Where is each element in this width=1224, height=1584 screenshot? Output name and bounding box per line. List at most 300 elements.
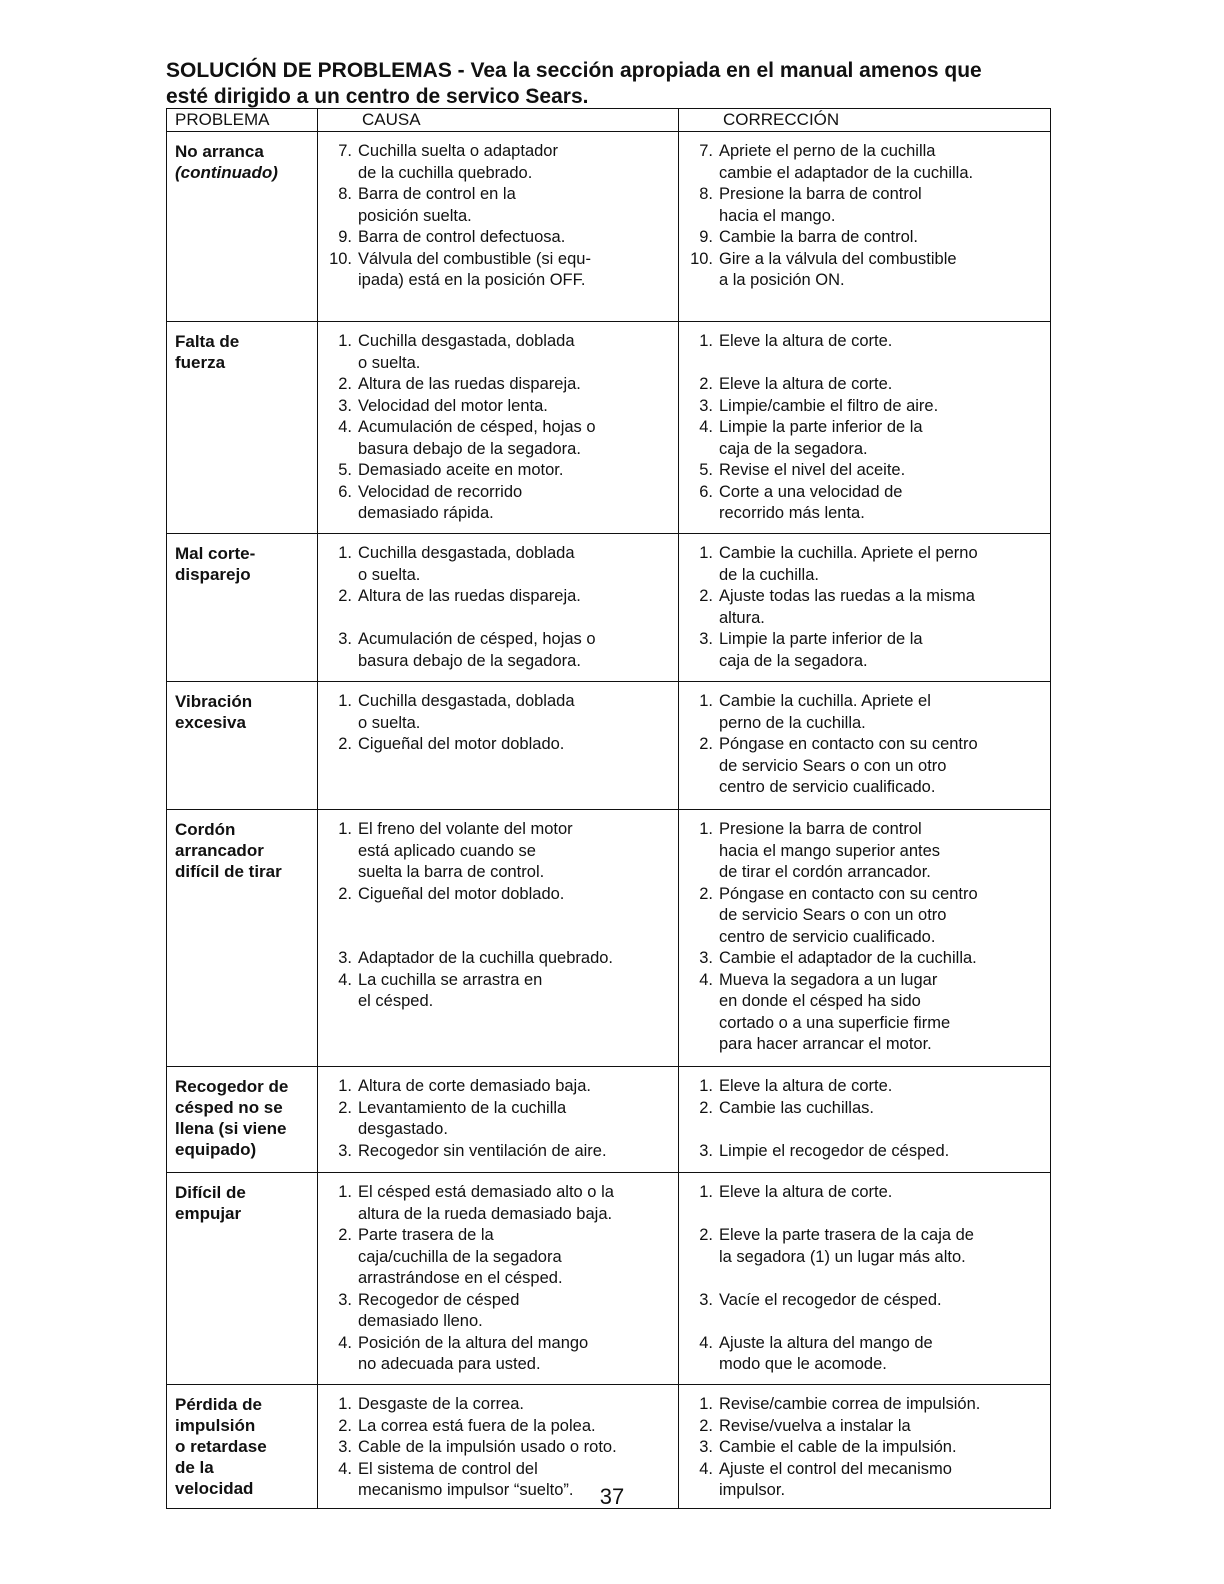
problem-line: velocidad (175, 1479, 254, 1498)
item-line: El freno del volante del motor (358, 820, 573, 838)
table-row (167, 810, 1051, 1067)
item-number: 2. (699, 1098, 713, 1117)
item-line: perno de la cuchilla. (719, 713, 866, 732)
item-number: 4. (338, 1333, 352, 1352)
table-row (167, 682, 1051, 810)
item-line: Desgaste de la correa. (358, 1395, 525, 1413)
item-number: 7. (338, 142, 352, 160)
item-text (358, 586, 672, 629)
cause-item (324, 1141, 672, 1163)
item-number: 5. (338, 461, 352, 479)
item-number: 6. (338, 482, 352, 501)
cause-item (324, 1076, 672, 1098)
item-number: 2. (338, 1226, 352, 1244)
header-correction: CORRECCIÓN (679, 109, 1051, 132)
problem-line: o retardase (175, 1437, 267, 1456)
item-line: Mueva la segadora a un lugar (719, 970, 938, 989)
item-line: Eleve la altura de corte. (719, 1077, 893, 1095)
item-number: 2. (699, 1226, 713, 1244)
item-line: Velocidad de recorrido (358, 482, 523, 501)
problem-cell (167, 322, 318, 534)
correction-item (685, 1141, 1044, 1163)
item-line: caja/cuchilla de la segadora (358, 1247, 562, 1266)
item-number: 2. (699, 735, 713, 753)
item-number: 3. (699, 949, 713, 967)
item-line: Válvula del combustible (si equ- (358, 249, 591, 268)
item-line: Cuchilla desgastada, doblada (358, 692, 575, 710)
problem-line: arrancador (175, 841, 264, 860)
item-text (358, 884, 672, 949)
item-line: de la cuchilla. (719, 565, 819, 584)
item-text (719, 396, 1044, 418)
correction-cell (679, 322, 1051, 534)
item-line: Limpie la parte inferior de la (719, 418, 923, 436)
item-text (358, 734, 672, 756)
item-line: modo que le acomode. (719, 1355, 887, 1373)
item-line: o suelta. (358, 565, 421, 584)
item-text (719, 629, 1044, 672)
correction-item (685, 1416, 1044, 1438)
item-text (719, 691, 1044, 734)
page-number: 37 (599, 1484, 625, 1509)
problem-line: de la (175, 1458, 214, 1477)
item-line: Cuchilla desgastada, doblada (358, 544, 575, 562)
correction-item (685, 1076, 1044, 1098)
item-text (358, 1182, 672, 1225)
item-line: basura debajo de la segadora. (358, 651, 581, 670)
item-number: 1. (338, 1395, 352, 1413)
table-row (167, 1173, 1051, 1385)
item-line: Parte trasera de la (358, 1226, 494, 1244)
item-line (719, 1204, 1044, 1226)
item-number: 3. (338, 396, 352, 415)
item-number: 1. (699, 1395, 713, 1413)
item-text (358, 691, 672, 734)
item-number: 9. (338, 228, 352, 246)
item-number: 2. (338, 884, 352, 903)
cause-item (324, 543, 672, 586)
item-line: basura debajo de la segadora. (358, 439, 581, 458)
cause-item (324, 227, 672, 249)
cause-cell (318, 132, 679, 322)
cause-item (324, 482, 672, 525)
problem-line: Recogedor de (175, 1077, 289, 1096)
correction-item (685, 586, 1044, 629)
cause-item (324, 586, 672, 629)
item-line: cambie el adaptador de la cuchilla. (719, 163, 974, 182)
cause-item (324, 1182, 672, 1225)
cause-item (324, 460, 672, 482)
cause-cell (318, 1067, 679, 1173)
item-text (719, 184, 1044, 227)
item-text (358, 374, 672, 396)
correction-item (685, 184, 1044, 227)
item-number: 2. (338, 1416, 352, 1435)
item-line: Gire a la válvula del combustible (719, 249, 957, 268)
item-number: 3. (338, 1290, 352, 1309)
item-number: 1. (338, 692, 352, 710)
item-line: en donde el césped ha sido (719, 992, 921, 1010)
item-line: cortado o a una superficie firme (719, 1013, 951, 1032)
item-line: está aplicado cuando se (358, 841, 536, 860)
cause-item (324, 1098, 672, 1141)
item-line (358, 905, 672, 927)
item-line: Recogedor sin ventilación de aire. (358, 1141, 607, 1160)
correction-cell (679, 1067, 1051, 1173)
item-text (719, 374, 1044, 396)
item-line: el césped. (358, 992, 434, 1010)
item-text (719, 1076, 1044, 1098)
item-number: 2. (338, 375, 352, 393)
item-text (719, 482, 1044, 525)
item-number: 1. (338, 1077, 352, 1095)
correction-item (685, 417, 1044, 460)
item-line: posición suelta. (358, 206, 472, 225)
item-line: Cambie el cable de la impulsión. (719, 1438, 957, 1456)
item-number: 2. (338, 587, 352, 605)
problem-line: excesiva (175, 713, 246, 732)
correction-item (685, 1225, 1044, 1290)
item-text (358, 1394, 672, 1416)
item-text (358, 970, 672, 1013)
item-line: Cambie la cuchilla. Apriete el (719, 692, 931, 710)
item-number: 1. (699, 544, 713, 562)
item-line: Barra de control defectuosa. (358, 228, 566, 246)
item-line: de la cuchilla quebrado. (358, 163, 533, 182)
correction-cell (679, 810, 1051, 1067)
problem-line: disparejo (175, 565, 251, 584)
item-line: o suelta. (358, 353, 421, 372)
item-number: 1. (699, 692, 713, 710)
item-line: Eleve la altura de corte. (719, 375, 893, 393)
problem-cell (167, 1173, 318, 1385)
item-line: caja de la segadora. (719, 651, 868, 670)
item-line: de servicio Sears o con un otro (719, 756, 947, 775)
item-text (358, 249, 672, 292)
item-line: la segadora (1) un lugar más alto. (719, 1247, 966, 1266)
item-number: 2. (699, 1416, 713, 1435)
correction-item (685, 1290, 1044, 1333)
item-text (719, 227, 1044, 249)
correction-cell (679, 132, 1051, 322)
item-text (358, 629, 672, 672)
item-line: Levantamiento de la cuchilla (358, 1098, 567, 1117)
item-number: 1. (338, 544, 352, 562)
item-number: 1. (699, 820, 713, 838)
item-number: 3. (338, 1438, 352, 1456)
item-number: 4. (338, 1459, 352, 1478)
correction-item (685, 884, 1044, 949)
problem-line: césped no se (175, 1098, 283, 1117)
item-line: Demasiado aceite en motor. (358, 461, 564, 479)
item-text (719, 417, 1044, 460)
item-text (719, 543, 1044, 586)
item-line: arrastrándose en el césped. (358, 1269, 563, 1287)
correction-item (685, 460, 1044, 482)
item-line: La correa está fuera de la polea. (358, 1416, 596, 1435)
problem-cell (167, 132, 318, 322)
item-line: para hacer arrancar el motor. (719, 1035, 932, 1053)
cause-cell (318, 1173, 679, 1385)
item-line: Ajuste todas las ruedas a la misma (719, 587, 975, 605)
table-body (167, 132, 1051, 1509)
correction-item (685, 1437, 1044, 1459)
item-number: 2. (699, 884, 713, 903)
item-line: a la posición ON. (719, 271, 845, 289)
correction-item (685, 970, 1044, 1056)
item-line: Ajuste la altura del mango de (719, 1333, 933, 1352)
item-number: 3. (338, 630, 352, 648)
item-text (358, 460, 672, 482)
item-text (358, 184, 672, 227)
item-text (358, 1333, 672, 1376)
correction-item (685, 331, 1044, 374)
item-line: desgastado. (358, 1120, 448, 1138)
cause-item (324, 374, 672, 396)
item-line: Revise/cambie correa de impulsión. (719, 1395, 981, 1413)
item-number: 1. (699, 332, 713, 350)
page-heading (166, 58, 1066, 110)
item-line: Cambie las cuchillas. (719, 1098, 874, 1117)
correction-item (685, 1333, 1044, 1376)
item-number: 2. (338, 735, 352, 753)
troubleshooting-table (166, 108, 1051, 1509)
cause-item (324, 1225, 672, 1290)
problem-line: Mal corte- (175, 544, 256, 563)
item-number: 2. (699, 587, 713, 605)
item-number: 3. (699, 1290, 713, 1309)
item-line: Eleve la parte trasera de la caja de (719, 1226, 974, 1244)
item-text (719, 1141, 1044, 1163)
problem-line: Falta de (175, 332, 240, 351)
cause-item (324, 691, 672, 734)
problem-subtitle: (continuado) (175, 163, 278, 182)
item-text (358, 1437, 672, 1459)
item-number: 1. (338, 1183, 352, 1201)
item-text (719, 970, 1044, 1056)
problem-line: Pérdida de (175, 1395, 262, 1414)
problem-line: equipado) (175, 1140, 257, 1159)
item-line: Vacíe el recogedor de césped. (719, 1290, 942, 1309)
item-line: Acumulación de césped, hojas o (358, 630, 596, 648)
cause-cell (318, 322, 679, 534)
item-number: 4. (338, 970, 352, 989)
item-number: 4. (699, 970, 713, 989)
item-line: Eleve la altura de corte. (719, 1183, 893, 1201)
item-text (719, 331, 1044, 374)
item-line: o suelta. (358, 713, 421, 732)
item-line: Velocidad del motor lenta. (358, 396, 548, 415)
correction-item (685, 948, 1044, 970)
item-line: El césped está demasiado alto o la (358, 1183, 614, 1201)
item-line: Cuchilla suelta o adaptador (358, 142, 558, 160)
item-number: 2. (699, 375, 713, 393)
problem-cell (167, 1067, 318, 1173)
item-line: Altura de las ruedas dispareja. (358, 375, 581, 393)
correction-item (685, 227, 1044, 249)
item-line: Altura de corte demasiado baja. (358, 1077, 591, 1095)
item-number: 4. (699, 1459, 713, 1478)
cause-item (324, 1290, 672, 1333)
item-text (358, 417, 672, 460)
cause-item (324, 948, 672, 970)
cause-item (324, 141, 672, 184)
problem-line: difícil de tirar (175, 862, 282, 881)
item-number: 6. (699, 482, 713, 501)
correction-item (685, 1182, 1044, 1225)
item-line: caja de la segadora. (719, 439, 868, 458)
cause-cell (318, 534, 679, 682)
item-number: 8. (338, 185, 352, 203)
correction-item (685, 396, 1044, 418)
item-line: Póngase en contacto con su centro (719, 884, 978, 903)
item-line: Póngase en contacto con su centro (719, 735, 978, 753)
problem-line: Difícil de (175, 1183, 246, 1202)
problem-line: empujar (175, 1204, 242, 1223)
cause-cell (318, 682, 679, 810)
problem-line: fuerza (175, 353, 226, 372)
item-text (358, 1416, 672, 1438)
item-text (719, 249, 1044, 292)
cause-item (324, 819, 672, 884)
item-line: centro de servicio cualificado. (719, 778, 936, 796)
item-line: Cambie la cuchilla. Apriete el perno (719, 544, 978, 562)
item-line: recorrido más lenta. (719, 504, 865, 522)
item-text (358, 1098, 672, 1141)
item-number: 9. (699, 228, 713, 246)
correction-item (685, 734, 1044, 799)
header-cause: CAUSA (318, 109, 679, 132)
item-text (719, 1182, 1044, 1225)
item-text (719, 141, 1044, 184)
heading-line-2: esté dirigido a un centro de servico Sears. (166, 85, 589, 108)
item-line (719, 1311, 1044, 1333)
item-line: La cuchilla se arrastra en (358, 970, 543, 989)
table-row (167, 322, 1051, 534)
cause-item (324, 884, 672, 949)
item-line: impulsor. (719, 1481, 786, 1499)
item-line: Altura de las ruedas dispareja. (358, 587, 581, 605)
item-line: Acumulación de césped, hojas o (358, 418, 596, 436)
item-number: 3. (699, 1141, 713, 1160)
item-line: Presione la barra de control (719, 185, 922, 203)
correction-cell (679, 534, 1051, 682)
item-line: Apriete el perno de la cuchilla (719, 142, 936, 160)
item-number: 1. (338, 820, 352, 838)
item-number: 4. (699, 418, 713, 436)
item-text (719, 1437, 1044, 1459)
heading-line-1: SOLUCIÓN DE PROBLEMAS - Vea la sección apropiada en el manual amenos que (166, 59, 982, 82)
item-text (719, 1416, 1044, 1438)
problem-line: impulsión (175, 1416, 256, 1435)
item-text (358, 1076, 672, 1098)
item-line: Cigueñal del motor doblado. (358, 884, 565, 903)
item-text (719, 1394, 1044, 1416)
item-line: ipada) está en la posición OFF. (358, 271, 586, 289)
item-number: 10. (329, 249, 352, 268)
item-line (719, 353, 1044, 375)
item-text (719, 1225, 1044, 1290)
item-text (719, 1290, 1044, 1333)
item-line: altura de la rueda demasiado baja. (358, 1204, 613, 1223)
correction-cell (679, 682, 1051, 810)
correction-item (685, 141, 1044, 184)
item-line: altura. (719, 608, 765, 627)
cause-item (324, 734, 672, 756)
item-number: 4. (699, 1333, 713, 1352)
item-text (358, 141, 672, 184)
item-number: 3. (338, 949, 352, 967)
item-text (719, 586, 1044, 629)
item-number: 8. (699, 185, 713, 203)
problem-cell (167, 534, 318, 682)
item-line: Corte a una velocidad de (719, 482, 903, 501)
item-line: no adecuada para usted. (358, 1355, 541, 1373)
item-line (358, 927, 672, 949)
item-text (358, 1141, 672, 1163)
item-line: hacia el mango superior antes (719, 841, 941, 860)
item-line: Limpie la parte inferior de la (719, 630, 923, 648)
item-line: mecanismo impulsor “suelto”. (358, 1481, 574, 1499)
item-line: Limpie el recogedor de césped. (719, 1141, 950, 1160)
item-line (719, 1119, 1044, 1141)
item-line: El sistema de control del (358, 1459, 538, 1478)
cause-item (324, 417, 672, 460)
item-text (358, 819, 672, 884)
item-line (358, 608, 672, 630)
item-number: 4. (338, 418, 352, 436)
item-line: Cigueñal del motor doblado. (358, 735, 565, 753)
item-line: Revise/vuelva a instalar la (719, 1416, 911, 1435)
item-line: Cambie el adaptador de la cuchilla. (719, 949, 977, 967)
item-number: 1. (699, 1183, 713, 1201)
item-line: demasiado lleno. (358, 1312, 483, 1330)
correction-item (685, 1098, 1044, 1141)
cause-item (324, 1437, 672, 1459)
item-text (719, 948, 1044, 970)
problem-cell (167, 682, 318, 810)
item-line: Cable de la impulsión usado o roto. (358, 1438, 617, 1456)
item-line: Cuchilla desgastada, doblada (358, 332, 575, 350)
item-line: Ajuste el control del mecanismo (719, 1459, 952, 1478)
item-text (719, 819, 1044, 884)
item-line: Limpie/cambie el filtro de aire. (719, 396, 939, 415)
correction-cell (679, 1173, 1051, 1385)
cause-item (324, 629, 672, 672)
correction-item (685, 629, 1044, 672)
item-line: Recogedor de césped (358, 1290, 520, 1309)
cause-item (324, 331, 672, 374)
item-text (719, 1333, 1044, 1376)
problem-line: No arranca (175, 142, 264, 161)
correction-item (685, 691, 1044, 734)
item-line: Cambie la barra de control. (719, 228, 919, 246)
problem-line: Cordón (175, 820, 236, 839)
cause-item (324, 184, 672, 227)
item-text (719, 1098, 1044, 1141)
problem-cell (167, 810, 318, 1067)
item-text (358, 948, 672, 970)
cause-cell (318, 810, 679, 1067)
item-number: 1. (699, 1077, 713, 1095)
item-text (719, 460, 1044, 482)
item-line: Eleve la altura de corte. (719, 332, 893, 350)
header-problem: PROBLEMA (167, 109, 318, 132)
item-line (719, 1268, 1044, 1290)
item-text (358, 1225, 672, 1290)
cause-item (324, 1416, 672, 1438)
cause-item (324, 396, 672, 418)
